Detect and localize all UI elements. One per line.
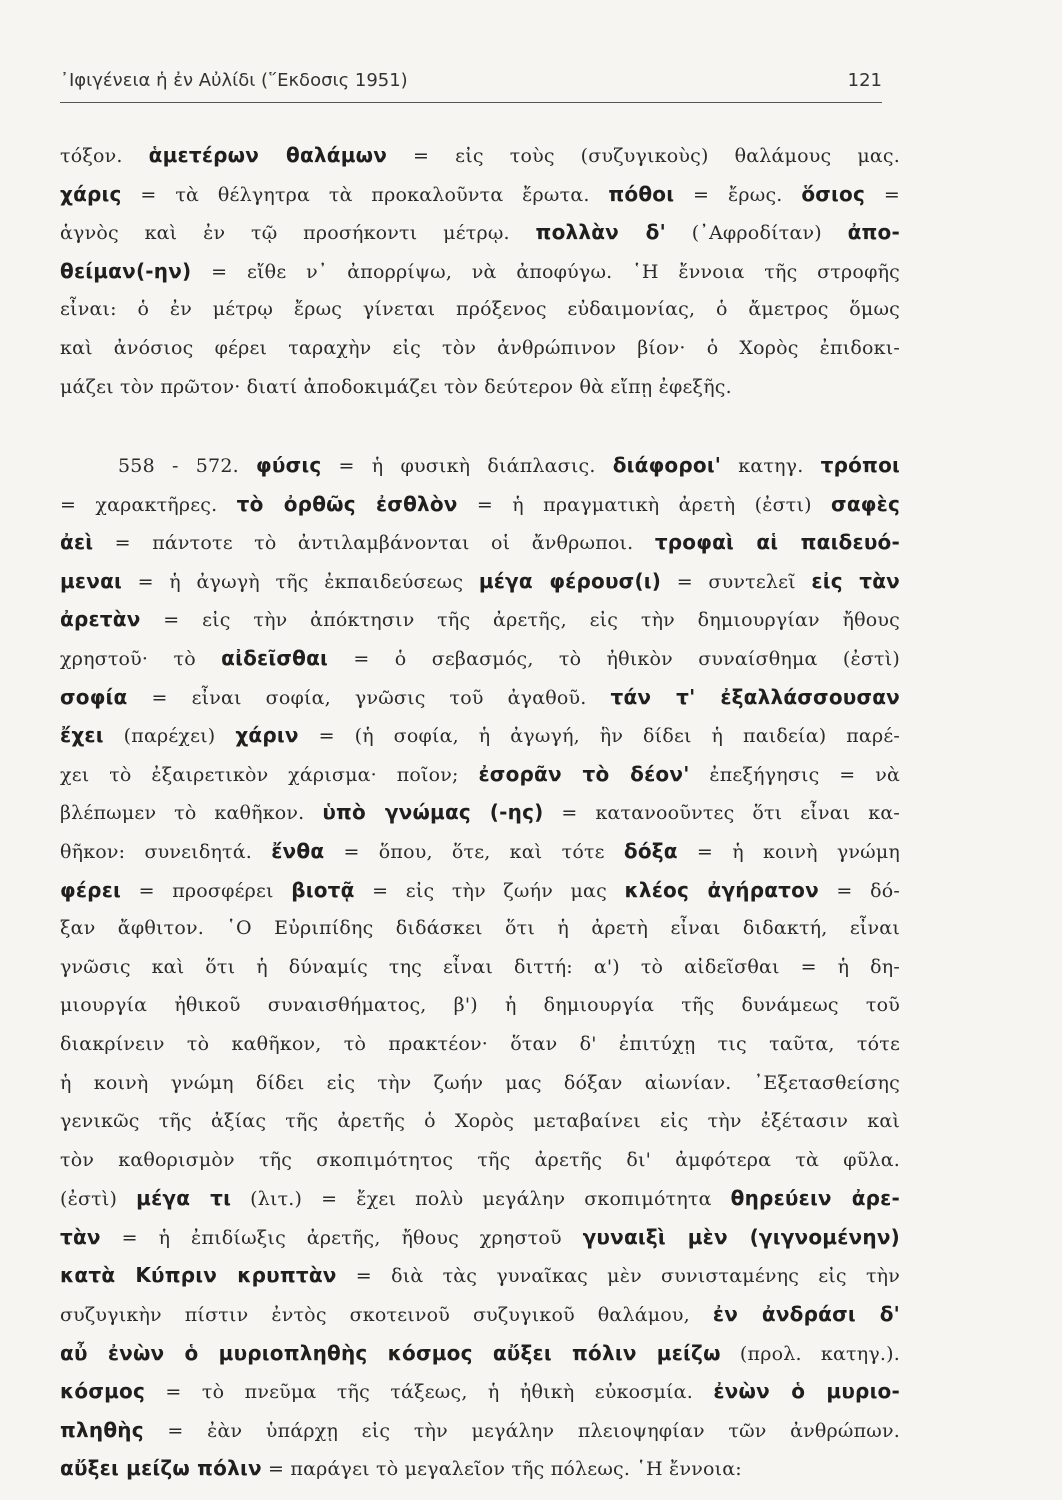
text-line: [60, 1025, 900, 1064]
gloss-text: = εἴθε ν᾿ ἀπορρίψω, νὰ ἀποφύγω. ῾Η ἔννοια τῆς στροφῆς: [191, 260, 900, 283]
gloss-text: (προλ. κατηγ.).: [720, 1342, 900, 1365]
gloss-text: = ὅπου, ὅτε, καὶ τότε: [324, 840, 624, 863]
text-line: [60, 1295, 900, 1334]
gloss-text: = συντελεῖ: [661, 570, 812, 593]
text-line: [60, 1449, 900, 1488]
lemma: αὔξει μείζω πόλιν: [60, 1456, 262, 1481]
lemma: σαφὲς: [831, 491, 900, 516]
gloss-text: ἁγνὸς καὶ ἐν τῷ προσήκοντι μέτρῳ.: [60, 222, 536, 245]
gloss-text: τὸν καθορισμὸν τῆς σκοπιμότητος τῆς ἀρετῆς δι' ἀμφότερα τὰ φῦλα.: [60, 1148, 900, 1171]
gloss-text: = ἡ πραγματικὴ ἀρετὴ (ἐστι): [457, 493, 832, 516]
lemma: σοφία: [60, 684, 128, 709]
gloss-text: (ἐστὶ): [60, 1188, 137, 1211]
lemma: τρόποι: [820, 453, 900, 477]
text-line: [60, 948, 900, 987]
text-line: [60, 485, 900, 524]
lemma: ἐσορᾶν τὸ δέον': [478, 761, 690, 786]
lemma: κόσμος: [60, 1379, 146, 1404]
text-line: [60, 1179, 900, 1218]
gloss-text: = παράγει τὸ μεγαλεῖον τῆς πόλεως. ῾Η ἔννοια:: [261, 1458, 742, 1481]
gloss-text: συζυγικὴν πίστιν ἐντὸς σκοτεινοῦ συζυγικοῦ θαλάμου,: [60, 1304, 713, 1327]
text-line: [60, 136, 900, 175]
text-line: [60, 1218, 900, 1257]
text-line: [60, 175, 900, 214]
text-line: [60, 871, 900, 910]
gloss-text: μιουργία ἠθικοῦ συναισθήματος, β') ἡ δημιουργία τῆς δυνάμεως τοῦ: [60, 994, 900, 1017]
gloss-text: = πάντοτε τὸ ἀντιλαμβάνονται οἱ ἄνθρωποι.: [93, 532, 655, 555]
lemma: μέγα τι: [136, 1186, 232, 1211]
gloss-text: = ὁ σεβασμός, τὸ ἠθικὸν συναίσθημα (ἐστὶ): [328, 647, 900, 670]
gloss-text: χει τὸ ἐξαιρετικὸν χάρισμα· ποῖον;: [60, 763, 479, 786]
text-line: [60, 832, 900, 871]
text-line: [60, 986, 900, 1025]
gloss-text: διακρίνειν τὸ καθῆκον, τὸ πρακτέον· ὅταν δ' ἐπιτύχῃ τις ταῦτα, τότε: [60, 1032, 900, 1055]
gloss-text: = ἔρως.: [674, 183, 802, 206]
lemma: ἐνὼν ὁ μυριο-: [713, 1379, 900, 1404]
text-line: [60, 252, 900, 291]
lemma: ὅσιος: [801, 181, 866, 206]
gloss-text: κατηγ.: [721, 455, 821, 477]
gloss-text: = (ἡ σοφία, ἡ ἀγωγή, ἣν δίδει ἡ παιδεία) παρέ-: [298, 725, 900, 748]
gloss-text: ἐπεξήγησις = νὰ: [689, 763, 900, 786]
commentary-paragraph-2: [60, 446, 900, 1488]
running-title: ᾿Ιφιγένεια ἡ ἐν Αὐλίδι (῞Εκδοσις 1951): [60, 70, 408, 91]
lemma: ἀπο-: [847, 220, 900, 245]
text-line: [60, 909, 900, 948]
page-number: 121: [847, 70, 882, 91]
lemma: φύσις: [256, 453, 322, 477]
text-line: [60, 639, 900, 678]
gloss-text: =: [865, 183, 900, 206]
lemma: αἰδεῖσθαι: [221, 645, 329, 670]
lemma: θηρεύειν ἀρε-: [730, 1186, 900, 1211]
text-line: [60, 290, 900, 329]
gloss-text: = ἡ κοινὴ γνώμη: [677, 840, 900, 863]
gloss-text: = εἰς τοὺς (συζυγικοὺς) θαλάμους μας.: [387, 145, 901, 167]
lemma: πληθὴς: [60, 1417, 144, 1442]
gloss-text: = ἡ φυσικὴ διάπλασις.: [321, 455, 613, 477]
lemma: ὑπὸ γνώμας (-ης): [322, 800, 544, 825]
lemma: ἀεὶ: [60, 530, 94, 555]
gloss-text: = εἰς τὴν ζωήν μας: [354, 879, 625, 902]
lemma: εἰς τὰν: [811, 568, 901, 593]
lemma: δόξα: [623, 838, 678, 863]
lemma: μέγα φέρουσ(ι): [478, 568, 662, 593]
lemma: ἔχει: [60, 723, 104, 748]
gloss-text: βλέπωμεν τὸ καθῆκον.: [60, 802, 323, 825]
text-line: [60, 600, 900, 639]
lemma: τὸ ὀρθῶς ἐσθλὸν: [236, 491, 458, 516]
gloss-text: = δό-: [818, 879, 900, 902]
gloss-text: θῆκον: συνειδητά.: [60, 840, 272, 863]
gloss-text: = προσφέρει: [121, 879, 292, 902]
gloss-text: = εἰς τὴν ἀπόκτησιν τῆς ἀρετῆς, εἰς τὴν δημιουργίαν ἤθους: [140, 609, 900, 632]
text-line: [60, 329, 900, 368]
gloss-text: = χαρακτῆρες.: [60, 493, 237, 516]
gloss-text: = τὸ πνεῦμα τῆς τάξεως, ἡ ἠθικὴ εὐκοσμία.: [145, 1381, 714, 1404]
gloss-text: = διὰ τὰς γυναῖκας μὲν συνισταμένης εἰς τὴν: [336, 1265, 900, 1288]
gloss-text: = ἡ ἀγωγὴ τῆς ἐκπαιδεύσεως: [122, 570, 479, 593]
gloss-text: γνῶσις καὶ ὅτι ἡ δύναμίς της εἶναι διττή: α') τὸ αἰδεῖσθαι = ἡ δη-: [60, 955, 900, 978]
gloss-text: ἡ κοινὴ γνώμη δίδει εἰς τὴν ζωήν μας δόξαν αἰωνίαν. ᾿Εξετασθείσης: [60, 1071, 900, 1094]
lemma: ἐν ἀνδράσι δ': [712, 1302, 900, 1327]
lemma: ἀρετὰν: [60, 607, 141, 632]
text-line: [60, 213, 900, 252]
text-line: [60, 1141, 900, 1180]
gloss-text: καὶ ἀνόσιος φέρει ταραχὴν εἰς τὸν ἀνθρώπινον βίον· ὁ Χορὸς ἐπιδοκι-: [60, 336, 900, 359]
gloss-text: (᾿Αφροδίταν): [665, 222, 848, 245]
gloss-text: τόξον.: [60, 145, 149, 167]
lemma: χάρις: [60, 181, 122, 206]
lemma: τὰν: [60, 1224, 101, 1249]
text-line: [60, 562, 900, 601]
lemma: κλέος ἀγήρατον: [624, 877, 819, 902]
lemma: γυναιξὶ μὲν (γιγνομένην): [582, 1224, 900, 1249]
text-line: [60, 793, 900, 832]
text-line: [60, 1102, 900, 1141]
lemma: θείμαν(-ην): [60, 258, 192, 283]
lemma: πόθοι: [608, 181, 675, 206]
lemma: χάριν: [235, 723, 299, 748]
text-line: [60, 678, 900, 717]
lemma: πολλὰν δ': [535, 220, 666, 245]
lemma: τάν τ' ἐξαλλάσσουσαν: [610, 684, 901, 709]
gloss-text: (παρέχει): [103, 725, 236, 748]
lemma: ἔνθα: [271, 838, 325, 863]
lemma: μεναι: [60, 568, 123, 593]
text-line: [60, 368, 900, 407]
commentary-paragraph-1: [60, 136, 900, 406]
text-line: [60, 1064, 900, 1103]
text-line: [60, 716, 900, 755]
text-line: [60, 1372, 900, 1411]
text-line: [60, 446, 900, 485]
lemma: αὖ ἐνὼν ὁ μυριοπληθὴς κόσμος αὔξει πόλιν μείζω: [60, 1340, 721, 1365]
gloss-text: εἶναι: ὁ ἐν μέτρῳ ἔρως γίνεται πρόξενος εὐδαιμονίας, ὁ ἄμετρος ὅμως: [60, 298, 900, 321]
text-line: [60, 1334, 900, 1373]
gloss-text: χρηστοῦ· τὸ: [60, 647, 222, 670]
lemma: ἁμετέρων θαλάμων: [148, 143, 388, 167]
lemma: φέρει: [60, 877, 122, 902]
gloss-text: ξαν ἄφθιτον. ῾Ο Εὐριπίδης διδάσκει ὅτι ἡ ἀρετὴ εἶναι διδακτή, εἶναι: [60, 917, 900, 940]
lemma: διάφοροι': [612, 453, 722, 477]
gloss-text: 558 - 572.: [118, 455, 257, 477]
gloss-text: μάζει τὸν πρῶτον· διατί ἀποδοκιμάζει τὸν δεύτερον θὰ εἴπῃ ἐφεξῆς.: [60, 375, 732, 398]
text-line: [60, 523, 900, 562]
text-line: [60, 1411, 900, 1450]
text-line: [60, 1256, 900, 1295]
gloss-text: = ἐὰν ὑπάρχῃ εἰς τὴν μεγάλην πλειοψηφίαν τῶν ἀνθρώπων.: [143, 1419, 900, 1442]
gloss-text: = εἶναι σοφία, γνῶσις τοῦ ἀγαθοῦ.: [127, 686, 611, 709]
gloss-text: γενικῶς τῆς ἀξίας τῆς ἀρετῆς ὁ Χορὸς μεταβαίνει εἰς τὴν ἐξέτασιν καὶ: [60, 1110, 900, 1133]
gloss-text: = κατανοοῦντες ὅτι εἶναι κα-: [543, 802, 901, 825]
text-line: [60, 755, 900, 794]
lemma: τροφαὶ αἱ παιδευό-: [654, 530, 900, 555]
lemma: κατὰ Κύπριν κρυπτὰν: [60, 1263, 337, 1288]
running-header: [60, 70, 882, 103]
lemma: βιοτᾷ: [291, 877, 355, 902]
gloss-text: = ἡ ἐπιδίωξις ἀρετῆς, ἤθους χρηστοῦ: [100, 1226, 583, 1249]
gloss-text: (λιτ.) = ἔχει πολὺ μεγάλην σκοπιμότητα: [231, 1188, 731, 1211]
gloss-text: = τὰ θέλγητρα τὰ προκαλοῦντα ἔρωτα.: [121, 183, 609, 206]
